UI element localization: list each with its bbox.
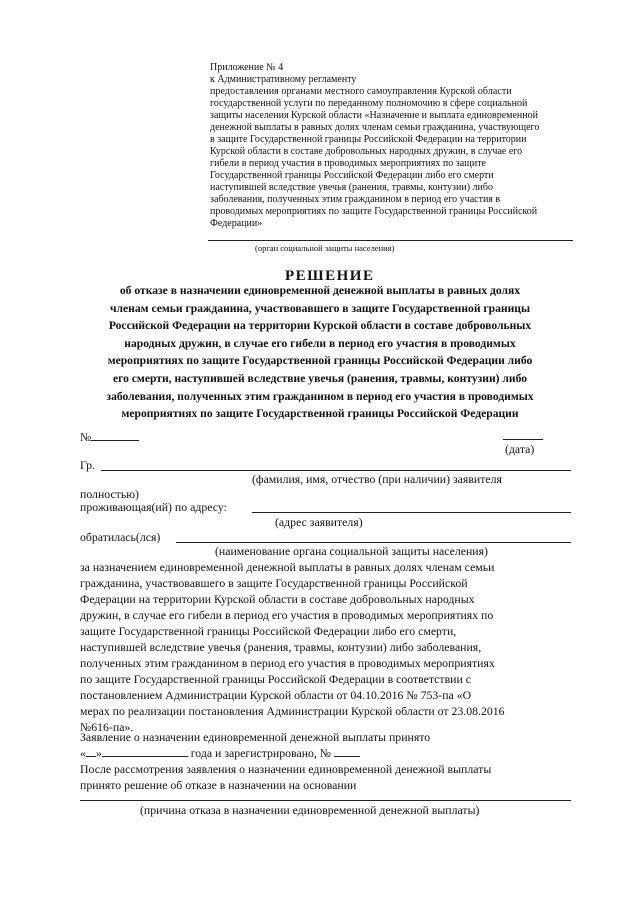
- fio-blank[interactable]: [101, 470, 571, 471]
- body-line: по защите Государственной границы Российской Федерации в соответствии с: [80, 672, 471, 686]
- applied-label: обратилась(лся): [80, 530, 161, 544]
- body-line: №616-па».: [80, 720, 134, 734]
- appendix-line: Приложение № 4: [210, 62, 284, 73]
- appendix-line: к Административному регламенту: [210, 74, 357, 85]
- body-line: защите Государственной границы Российской Федерации либо его смерти,: [80, 624, 457, 638]
- reason-caption: (причина отказа в назначении единовременной денежной выплаты): [140, 803, 480, 817]
- appendix-line: защиты населения Курской области «Назначение и выплата единовременной: [210, 110, 538, 121]
- body-line: постановлением Администрации Курской области от 04.10.2016 № 753-па «О: [80, 688, 472, 702]
- subtitle-line: членам семьи гражданина, участвовавшего в защите Государственной границы: [109, 301, 531, 315]
- address-caption: (адрес заявителя): [275, 515, 363, 529]
- number-blank[interactable]: [91, 431, 139, 441]
- body-line: гражданина, участвовавшего в защите Государственной границы Российской: [80, 576, 468, 590]
- day-blank[interactable]: [86, 747, 96, 757]
- decision-subtitle: [70, 282, 570, 423]
- appendix-line: заболевания, полученных этим гражданином в период его участия в: [210, 194, 501, 205]
- organ-name-blank[interactable]: [176, 542, 571, 543]
- appendix-line: гибели в период участия в проводимых мероприятиях по защите: [210, 158, 486, 169]
- appendix-line: наступившей вследствие увечья (ранения, травмы, контузии) либо: [210, 182, 493, 193]
- appendix-line: государственной услуги по переданному полномочию в сфере социальной: [210, 98, 528, 109]
- body-line: полученных этим гражданином в период его участия в проводимых мероприятиях: [80, 656, 495, 670]
- year-registered-text: года и зарегистрировано, №: [190, 746, 332, 760]
- after-line: принято решение об отказе в назначении на основании: [80, 778, 357, 792]
- address-label: проживающая(ий) по адресу:: [80, 500, 227, 514]
- appendix-line: Федерации»: [210, 218, 263, 229]
- date-caption: (дата): [505, 442, 535, 456]
- body-line: Федерации на территории Курской области в составе добровольных народных: [80, 592, 475, 606]
- subtitle-line: мероприятиях по защите Государственной границы Российской Федерации: [121, 407, 519, 421]
- statement-date-line: [80, 746, 360, 761]
- appendix-line: Государственной границы Российской Федерации либо его смерти: [210, 170, 494, 181]
- date-close-quote: »: [95, 746, 102, 760]
- body-line: дружин, в случае его гибели в период его участия в проводимых мероприятиях по: [80, 608, 494, 622]
- number-field: [80, 430, 139, 445]
- fio-caption-cont: полностью): [80, 487, 139, 501]
- number-label: №: [80, 430, 92, 444]
- month-blank[interactable]: [102, 747, 188, 757]
- statement-line: Заявление о назначении единовременной денежной выплаты принято: [80, 730, 431, 744]
- appendix-line: в защите Государственной границы Российской Федерации на территории: [210, 134, 527, 145]
- reason-blank[interactable]: [80, 800, 571, 801]
- address-blank[interactable]: [252, 512, 571, 513]
- date-blank[interactable]: [503, 439, 543, 440]
- body-line: мерах по реализации постановления Администрации Курской области от 23.08.2016: [80, 704, 505, 718]
- body-line: за назначением единовременной денежной выплаты в равных долях членам семьи: [80, 560, 495, 574]
- appendix-line: предоставления органами местного самоуправления Курской области: [210, 86, 512, 97]
- appendix-line: Курской области в составе добровольных народных дружин, в случае его: [210, 146, 523, 157]
- fio-caption: (фамилия, имя, отчество (при наличии) заявителя: [252, 472, 502, 486]
- organ-line: [208, 240, 573, 241]
- document-title: РЕШЕНИЕ: [285, 268, 375, 284]
- organ-name-caption: (наименование органа социальной защиты населения): [215, 544, 488, 558]
- organ-caption: (орган социальной защиты населения): [255, 243, 395, 253]
- subtitle-line: народных дружин, в случае его гибели в период его участия в проводимых: [124, 336, 516, 350]
- subtitle-line: об отказе в назначении единовременной денежной выплаты в равных долях: [119, 284, 521, 297]
- subtitle-line: заболевания, полученных этим гражданином в период его участия в проводимых: [106, 389, 534, 403]
- subtitle-line: мероприятиях по защите Государственной границы Российской Федерации либо: [107, 354, 533, 368]
- gr-label: Гр.: [80, 458, 95, 472]
- body-line: наступившей вследствие увечья (ранения, травмы, контузии) либо заболевания,: [80, 640, 482, 654]
- date-open-quote: «: [80, 746, 86, 760]
- registration-number-blank[interactable]: [334, 747, 360, 757]
- appendix-line: проводимых мероприятиях по защите Государственной границы Российской: [210, 206, 538, 217]
- subtitle-line: Российской Федерации на территории Курской области в составе добровольных: [108, 319, 532, 333]
- subtitle-line: его смерти, наступившей вследствие увечья (ранения, травмы, контузии) либо: [112, 371, 528, 385]
- after-line: После рассмотрения заявления о назначении единовременной денежной выплаты: [80, 762, 492, 776]
- appendix-line: денежной выплаты в равных долях членам семьи гражданина, участвующего: [210, 122, 540, 133]
